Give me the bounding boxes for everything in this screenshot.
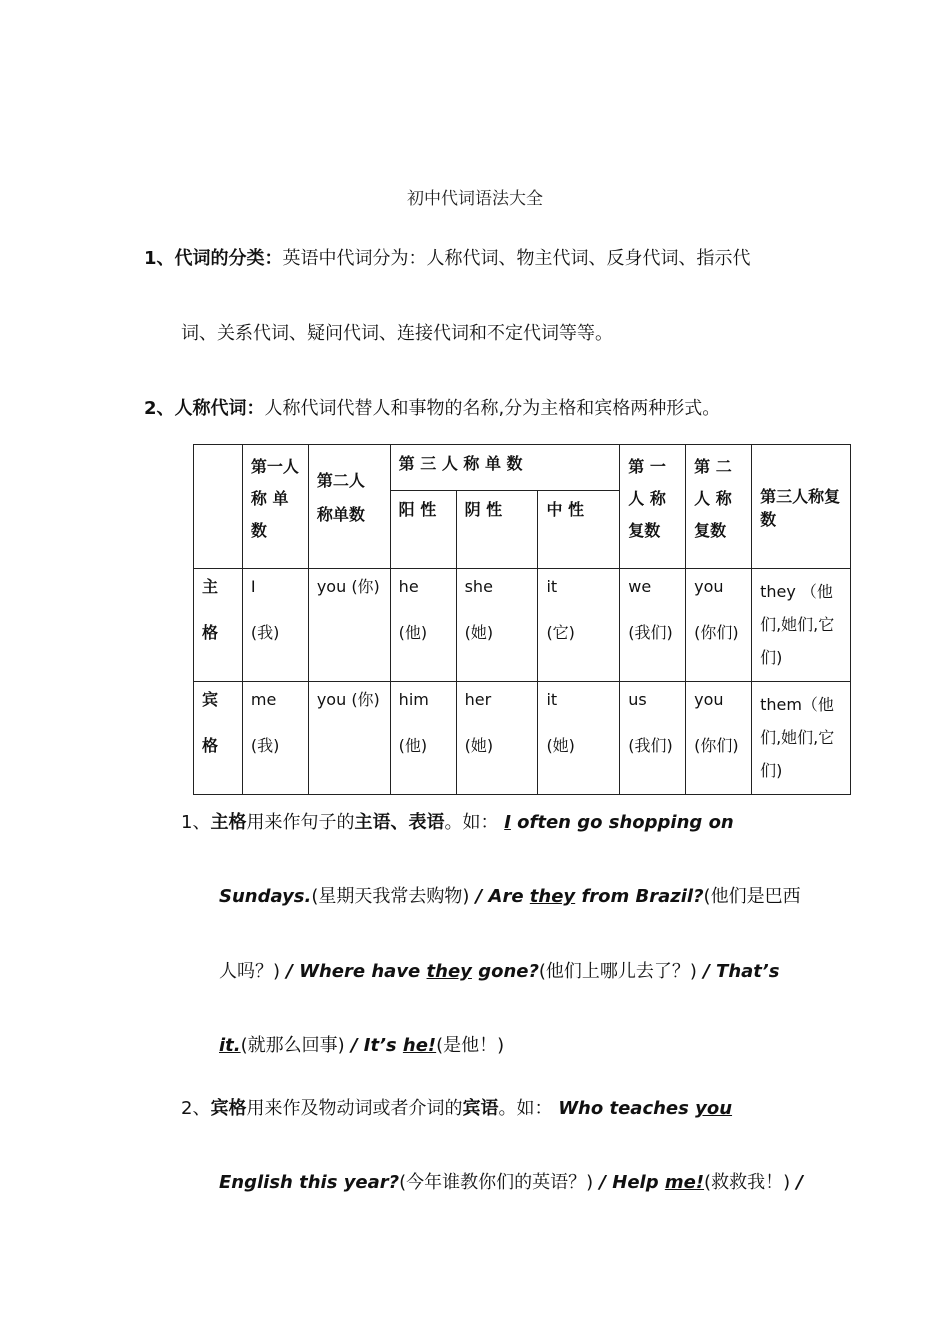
item2-number: 2、 [181, 1098, 211, 1119]
section1-line2: 词、关系代词、疑问代词、连接代词和不定代词等等。 [181, 323, 613, 344]
cell: them（他 们,她们,它 们) [752, 682, 851, 795]
header-first-plural: 第 一 人 称 复数 [620, 445, 686, 569]
example-translation: (他们上哪儿去了？) [538, 961, 697, 982]
item2-line1 [181, 1096, 732, 1122]
header-second-singular: 第二人 称单数 [308, 445, 390, 569]
example-pronoun: it. [219, 1035, 241, 1056]
example-translation: (就那么回事) [240, 1035, 345, 1056]
row-label-objective: 宾 格 [194, 682, 243, 795]
header-third-plural: 第三人称复数 [752, 445, 851, 569]
item2-line2 [219, 1170, 803, 1196]
cell: it (她) [538, 682, 620, 795]
cell: I (我) [242, 569, 308, 682]
item1-line2 [219, 884, 801, 910]
section1-heading: 1、代词的分类： [144, 248, 283, 269]
header-feminine: 阴 性 [456, 491, 538, 569]
cell: we (我们) [620, 569, 686, 682]
item1-text2: 。如： [444, 812, 499, 833]
cell: you (你) [308, 682, 390, 795]
row-label-nominative: 主 格 [194, 569, 243, 682]
section2-text: 人称代词代替人和事物的名称,分为主格和宾格两种形式。 [264, 398, 721, 419]
item1-line4 [219, 1033, 504, 1059]
example-translation: (他们是巴西 [703, 886, 801, 907]
cell: she (她) [456, 569, 538, 682]
example-translation: 人吗？) [219, 961, 281, 982]
cell: you (你们) [686, 569, 752, 682]
item1-keyword2: 主语、表语 [354, 812, 445, 833]
item2-text: 用来作及物动词或者介词的 [246, 1098, 463, 1119]
header-neuter: 中 性 [538, 491, 620, 569]
item1-keyword: 主格 [210, 812, 247, 833]
example-text: / It’s [344, 1035, 403, 1056]
item1-line1 [181, 810, 734, 836]
example-pronoun: you [695, 1098, 733, 1119]
example-pronoun: me! [664, 1172, 705, 1193]
example-text: / Help [593, 1172, 665, 1193]
example-translation: (今年谁教你们的英语？) [399, 1172, 594, 1193]
cell: you (你们) [686, 682, 752, 795]
header-first-singular: 第一人 称 单 数 [242, 445, 308, 569]
example-text: English this year? [219, 1172, 400, 1193]
example-text: / That’s [696, 961, 780, 982]
cell: he (他) [390, 569, 456, 682]
item2-keyword2: 宾语 [462, 1098, 499, 1119]
item1-line3 [219, 959, 779, 985]
example-text: / Are [469, 886, 530, 907]
item1-number: 1、 [181, 812, 211, 833]
example-translation: (是他！) [436, 1035, 505, 1056]
example-text: gone? [471, 961, 539, 982]
header-second-plural: 第 二 人 称 复数 [686, 445, 752, 569]
cell: him (他) [390, 682, 456, 795]
document-title: 初中代词语法大全 [407, 189, 543, 209]
section2-line [144, 396, 720, 422]
example-text: often go shopping on [510, 812, 734, 833]
cell: it (它) [538, 569, 620, 682]
section1-line1 [144, 246, 751, 272]
table-row-nominative [194, 569, 851, 682]
item2-text2: 。如： [498, 1098, 553, 1119]
cell: me (我) [242, 682, 308, 795]
example-translation: (星期天我常去购物) [311, 886, 470, 907]
example-translation: (救救我！) [704, 1172, 791, 1193]
example-pronoun: they [426, 961, 472, 982]
example-text: from Brazil? [575, 886, 704, 907]
example-text: / Where have [280, 961, 427, 982]
header-third-singular: 第 三 人 称 单 数 [390, 445, 620, 491]
example-pronoun: they [529, 886, 576, 907]
example-text: Sundays. [219, 886, 312, 907]
table-corner [194, 445, 243, 569]
example-pronoun: I [504, 812, 511, 833]
example-text: Who teaches [558, 1098, 696, 1119]
example-pronoun: he! [402, 1035, 437, 1056]
table-row-objective [194, 682, 851, 795]
example-text: / [790, 1172, 803, 1193]
cell: you (你) [308, 569, 390, 682]
section1-text1: 英语中代词分为：人称代词、物主代词、反身代词、指示代 [282, 248, 751, 269]
section2-heading: 2、人称代词： [144, 398, 265, 419]
item1-text: 用来作句子的 [246, 812, 355, 833]
cell: her (她) [456, 682, 538, 795]
header-masculine: 阳 性 [390, 491, 456, 569]
item2-keyword: 宾格 [210, 1098, 247, 1119]
cell: us (我们) [620, 682, 686, 795]
cell: they （他 们,她们,它 们) [752, 569, 851, 682]
pronoun-table [193, 444, 851, 795]
